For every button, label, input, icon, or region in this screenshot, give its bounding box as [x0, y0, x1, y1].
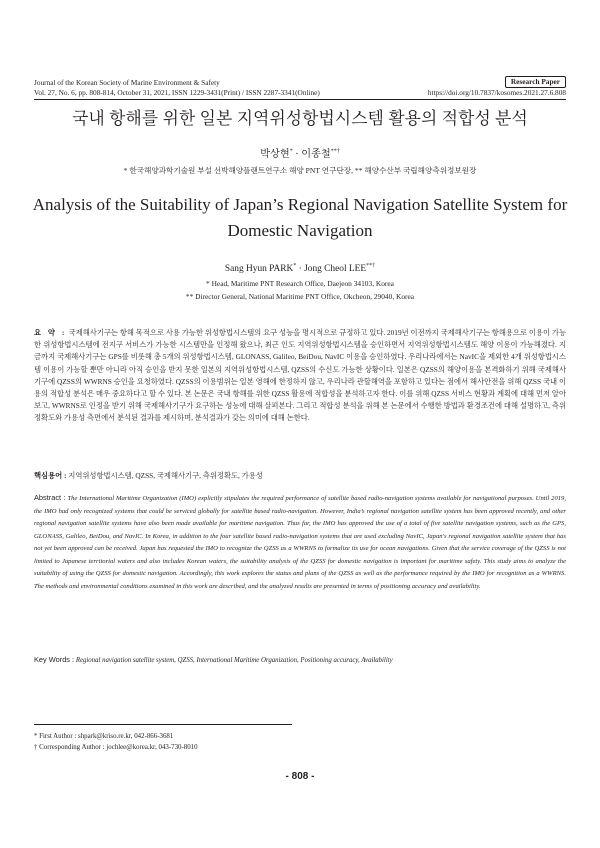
english-author-2: Jong Cheol LEE: [304, 264, 367, 275]
korean-keywords: [34, 470, 566, 482]
english-keywords: [34, 654, 566, 667]
english-keywords-text: Regional navigation satellite system, QZSS, International Maritime Organization, Positioning accuracy, Availability: [75, 657, 393, 664]
korean-affiliation: * 한국해양과학기술원 부설 선박해양플랜트연구소 해양 PNT 연구단장, ** 해양수산부 국립해양측위정보원장: [123, 166, 477, 175]
korean-author-1-mark: *: [289, 148, 293, 155]
author-separator: ·: [296, 264, 305, 275]
footnote-rule: [34, 724, 292, 725]
english-authors: [0, 263, 600, 274]
english-author-2-mark: **†: [366, 263, 376, 269]
english-author-1-mark: *: [293, 263, 297, 269]
english-title: Analysis of the Suitability of Japan’s Regional Navigation Satellite System for Domestic Navigation: [32, 195, 568, 240]
header-rule: [34, 99, 566, 100]
korean-author-1: 박상현: [260, 149, 290, 160]
english-affiliation-1: * Head, Maritime PNT Research Office, Daejeon 34103, Korea: [206, 279, 394, 288]
korean-keywords-text: 지역위성항법시스템, QZSS, 국제해사기구, 측위정확도, 가용성: [68, 471, 263, 480]
english-abstract: [34, 492, 566, 593]
korean-author-2: 이종철: [301, 149, 331, 160]
page-number: - 808 -: [285, 771, 315, 782]
korean-abstract-label: 요 약 :: [34, 328, 67, 337]
korean-author-2-mark: **†: [330, 148, 340, 155]
english-abstract-text: The International Maritime Organization (IMO) explicitly stipulates the required performance of satellite based radio-navigation systems available for navigational purposes. Until 2019, the IMO had only recognized systems that could be serviced globally for satellite based radio-navigation. However, India’s regional navigation satellite system has been approved recently, and other regional navigation satellite systems have also been made available for maritime navigation. Thus far, the IMO has approved the use of a total of five satellite navigation systems, such as the GPS, GLONASS, Galileo, BeiDou, and NavIC. In Korea, in addition to the four satellite based radio-navigation systems that are used excluding NavIC, Japan's regional navigation satellite system that has not yet been approved can be received. Japan has requested the IMO to recognize the QZSS as a WWRNS to formalize its use for ocean navigations. Given that the service coverage of the QZSS is not limited to Japanese territorial waters and also includes Korean waters, the suitability analysis of the QZSS for domestic navigation is important for maritime safety. This study aims to analyze the suitability of using the QZSS for domestic navigation. Accordingly, this work explores the status and plans of the QZSS as well as the performance required by the IMO for recognition as a WWRNS. The methods and environmental conditions examined in this work are described, and the analyzed results are presented in terms of positioning accuracy and availability.: [34, 495, 566, 590]
first-author-footnote: * First Author : shpark@kriso.re.kr, 042-866-3681: [34, 733, 174, 740]
journal-name: Journal of the Korean Society of Marine Environment & Safety: [34, 78, 220, 87]
author-separator: ·: [292, 149, 302, 160]
doi-link[interactable]: https://doi.org/10.7837/kosomes.2021.27.6.808: [427, 88, 566, 97]
article-type-badge: Research Paper: [505, 76, 566, 88]
korean-abstract-text: 국제해사기구는 항해 목적으로 사용 가능한 위성항법시스템의 요구 성능을 명시적으로 규정하고 있다. 2019년 이전까지 국제해사기구는 항해용으로 이용이 가능한 위성항법시스템에 전지구 서비스가 가능한 시스템만을 인정해 왔으나, 최근 인도 지역위성항법시스템을 승인하면서 지역위성항법시스템도 해양 이용이 가능해졌다. 지금까지 국제해사기구는 GPS를 비롯해 총 5개의 위성항법시스템, GLONASS, Galileo, BeiDou, NavIC 이용을 승인하였다. 우리나라에서는 NavIC을 제외한 4개 위성항법시스템 이용이 가능할 뿐만 아니라 아직 승인을 받지 못한 일본의 지역위성항법시스템, QZSS의 수신도 가능한 상황이다. 일본은 QZSS의 해양이용을 본격화하기 위해 국제해사기구에 QZSS의 WWRNS 승인을 요청하였다. QZSS의 이용범위는 일본 영해에 한정하지 않고, 우리나라 관할해역을 포함하고 있다는 점에서 해사안전을 위해 QZSS 국내 이용의 적합성 분석은 매우 중요하다고 할 수 있다. 본 논문은 국내 항해를 위한 QZSS 활용에 적합성을 분석하고자 한다. 이를 위해 QZSS 서비스 현황과 계획에 대해 먼저 알아보고, WWRNS로 인정을 받기 위해 국제해사기구가 요구하는 성능에 대해 살펴본다. 그리고 적합성 분석을 위해 본 논문에서 수행한 방법과 환경조건에 대해 설명하고, 측위정확도와 가용성 측면에서 분석된 결과를 제시하며, 분석결과가 갖는 의미에 대해 논한다.: [34, 328, 566, 423]
english-author-1: Sang Hyun PARK: [224, 264, 294, 275]
korean-title: 국내 항해를 위한 일본 지역위성항법시스템 활용의 적합성 분석: [72, 109, 528, 128]
korean-authors: [0, 145, 600, 160]
korean-abstract: [34, 327, 566, 425]
english-keywords-label: Key Words :: [34, 655, 75, 664]
corresponding-author-footnote: † Corresponding Author : jochlee@korea.kr, 043-730-8010: [34, 744, 198, 751]
english-abstract-label: Abstract :: [34, 493, 66, 502]
english-affiliation-2: ** Director General, National Maritime PNT Office, Okcheon, 29040, Korea: [185, 292, 415, 301]
volume-info: Vol. 27, No. 6, pp. 808-814, October 31, 2021, ISSN 1229-3431(Print) / ISSN 2287-3341(Online): [34, 88, 320, 97]
korean-keywords-label: 핵심용어 :: [34, 471, 67, 480]
